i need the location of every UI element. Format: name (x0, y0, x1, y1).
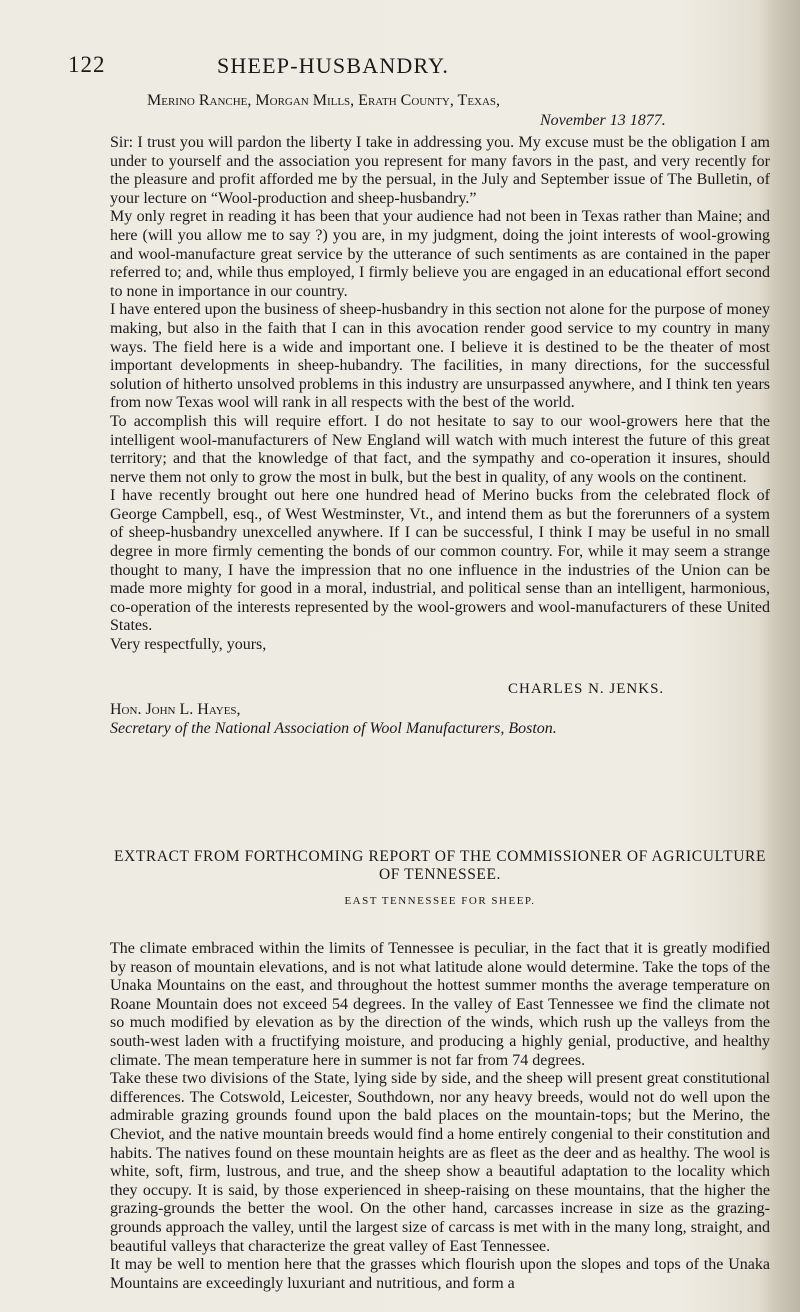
letter-paragraph-1: Sir: I trust you will pardon the liberty I take in addressing you. My excuse must be the obligation I am under to yourself and the association you represent for many favors in the past, and very recently for the pleasure and profit afforded me by the persual, in the July and September issue of The Bulletin, of your lecture on “Wool-production and sheep-husbandry.” (110, 134, 770, 207)
letter-signature: CHARLES N. JENKS. (508, 681, 665, 697)
letter-paragraph-2: My only regret in reading it has been that your audience had not been in Texas rather than Maine; and here (will you allow me to say ?) you are, in my judgment, doing the joint interests of wool-growing and wool-manufacture great service by the utterance of such sentiments as are contained in the paper referred to; and, while thus employed, I firmly believe you are engaged in an educational effort second to none in importance in our country. (110, 208, 770, 300)
letter-dateline: Merino Ranche, Morgan Mills, Erath County, Texas, (147, 92, 501, 109)
running-head (68, 52, 768, 80)
letter-paragraph-5: I have recently brought out here one hundred head of Merino bucks from the celebrated flock of George Campbell, esq., of West Westminster, Vt., and intend them as but the forerunners of a system of sheep-husbandry unexcelled anywhere. If I can be successful, I think I may be useful in no small degree in more firmly cementing the bonds of our common country. For, while it may seem a strange thought to many, I have the impression that no one influence in the industries of the Union can be made more mighty for good in a moral, industrial, and political sense than an intelligent, harmonious, co-operation of the interests represented by the wool-growers and wool-manufacturers of these United States. (110, 487, 770, 635)
extract-paragraph-3: It may be well to mention here that the grasses which flourish upon the slopes and tops of the Unaka Mountains are exceedingly luxuriant and nutritious, and form a (110, 1256, 770, 1292)
letter-addressee-title: Secretary of the National Association of Wool Manufacturers, Boston. (110, 720, 557, 737)
letter-paragraph-4: To accomplish this will require effort. I do not hesitate to say to our wool-growers here that the intelligent wool-manufacturers of New England will watch with much interest the future of this great territory; and that the knowledge of that fact, and the sympathy and co-operation it insures, should nerve them not only to grow the most in bulk, but the best in quality, of any wools on the continent. (110, 412, 770, 486)
extract-paragraph-2: Take these two divisions of the State, lying side by side, and the sheep will present great constitutional differences. The Cotswold, Leicester, Southdown, nor any heavy breeds, would not do well upon the admirable grazing grounds found upon the bald places on the mountain-tops; but the Merino, the Cheviot, and the native mountain breeds would find a home entirely congenial to their constitution and habits. The natives found on these mountain heights are as fleet as the deer and as healthy. The wool is white, soft, firm, lustrous, and true, and the sheep show a beautiful adaptation to the locality which they occupy. It is said, by those experienced in sheep-raising on these mountains, that the higher the grazing-grounds the better the wool. On the other hand, carcasses increase in size as the grazing-grounds approach the valley, until the largest size of carcass is met with in the many long, straight, and beautiful valleys that characterize the great valley of East Tennessee. (110, 1070, 770, 1255)
extract-body (110, 940, 770, 1293)
extract-paragraph-1: The climate embraced within the limits of Tennessee is peculiar, in the fact that it is greatly modified by reason of mountain elevations, and is not what latitude alone would determine. Take the tops of the Unaka Mountains on the east, and throughout the hottest summer months the average temperature on Roane Mountain does not exceed 54 degrees. In the valley of East Tennessee we find the climate not so much modified by elevation as by the direction of the winds, which rush up the valleys from the south-west laden with a fructifying moisture, and producing a highly genial, productive, and healthy climate. The mean temperature here in summer is not far from 74 degrees. (110, 940, 770, 1069)
letter-addressee: Hon. John L. Hayes, (110, 701, 241, 718)
letter-paragraph-3: I have entered upon the business of sheep-husbandry in this section not alone for the purpose of money making, but also in the faith that I can in this avocation render good service to my country in many ways. The field here is a wide and important one. I believe it is destined to be the theater of most important developments in sheep-hubandry. The facilities, in many directions, for the successful solution of hitherto unsolved problems in this industry are unsurpassed anywhere, and I think ten years from now Texas wool will rank in all respects with the best of the world. (110, 301, 770, 412)
extract-heading: EXTRACT FROM FORTHCOMING REPORT OF THE COMMISSIONER OF AGRICULTURE OF TENNESSEE. (113, 848, 767, 883)
letter-body (110, 134, 770, 655)
extract-subheading: EAST TENNESSEE FOR SHEEP. (344, 895, 536, 907)
page-number: 122 (68, 52, 106, 77)
letter-closing: Very respectfully, yours, (110, 636, 267, 654)
running-title: SHEEP-HUSBANDRY. (217, 53, 450, 78)
letter-date: November 13 1877. (540, 112, 666, 129)
